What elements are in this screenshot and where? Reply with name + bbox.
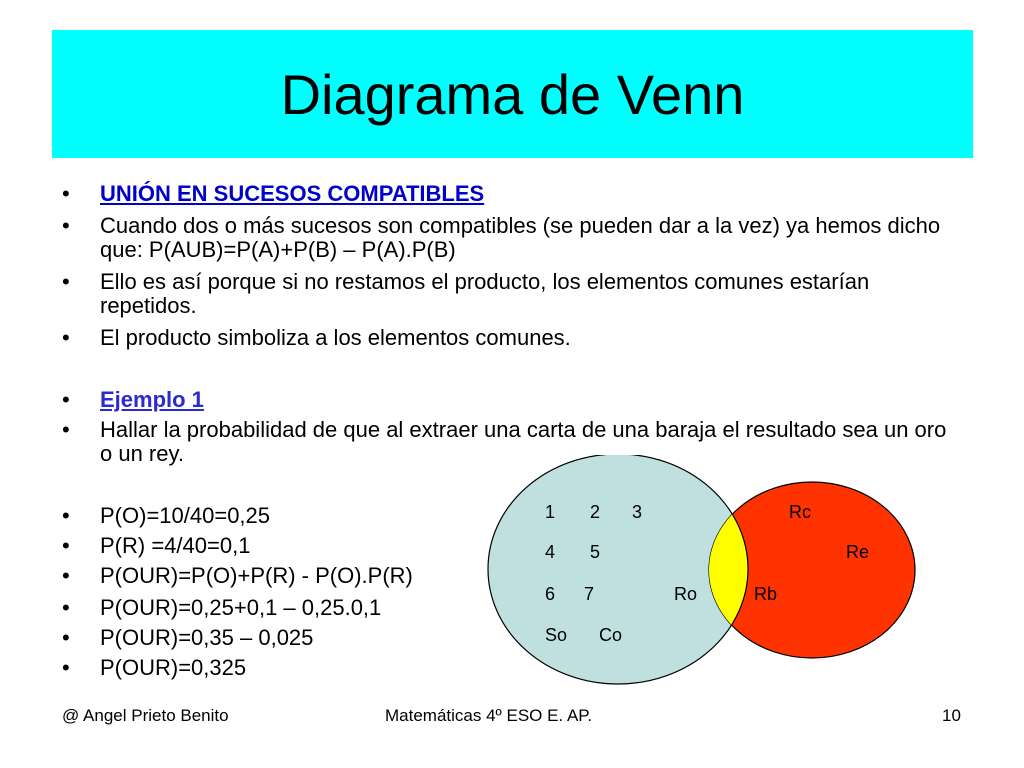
reyes-card-label: Rb [754, 584, 778, 604]
bullet-dot: • [62, 503, 70, 528]
bullet-dot: • [62, 213, 70, 238]
oros-card-label: 5 [590, 542, 601, 562]
bullet-dot: • [62, 269, 70, 294]
footer-course: Matemáticas 4º ESO E. AP. [385, 706, 593, 725]
formula-text: P(OUR)=P(O)+P(R) - P(O).P(R) [100, 563, 413, 588]
bullet-text: Cuando dos o más sucesos son compatibles (se pueden dar a la vez) ya hemos dicho que: P(AUB)=P(A)+P(B) – P(A).P(B) [100, 213, 941, 262]
slide-title: Diagrama de Venn [280, 62, 745, 126]
oros-card-label: 7 [584, 584, 595, 604]
bullet-dot: • [62, 533, 70, 558]
example-heading: Ejemplo 1 [100, 387, 204, 412]
venn-shapes [486, 455, 926, 695]
formula-text: P(R) =4/40=0,1 [100, 533, 251, 558]
bullet-text: Ello es así porque si no restamos el producto, los elementos comunes estarían repetidos. [100, 269, 870, 318]
oros-card-label: 1 [545, 502, 556, 522]
bullet-dot: • [62, 417, 70, 442]
bullet-text: El producto simboliza a los elementos comunes. [100, 325, 571, 350]
venn-diagram [486, 455, 926, 695]
footer-author: @ Angel Prieto Benito [62, 706, 229, 725]
bullet-dot: • [62, 325, 70, 350]
formula-text: P(OUR)=0,25+0,1 – 0,25.0,1 [100, 595, 382, 620]
reyes-card-label: Re [846, 542, 870, 562]
oros-card-label: 4 [545, 542, 556, 562]
bullet-dot: • [62, 625, 70, 650]
formula-text: P(OUR)=0,35 – 0,025 [100, 625, 314, 650]
reyes-card-label: Rc [789, 502, 811, 522]
oros-card-label: Co [599, 625, 623, 645]
intersection-card-label: Ro [674, 584, 698, 604]
section-heading: UNIÓN EN SUCESOS COMPATIBLES [100, 181, 485, 206]
oros-card-label: So [545, 625, 568, 645]
bullet-dot: • [62, 181, 70, 206]
formula-text: P(OUR)=0,325 [100, 655, 247, 680]
bullet-dot: • [62, 387, 70, 412]
footer-page-number: 10 [942, 706, 961, 725]
oros-card-label: 2 [590, 502, 601, 522]
oros-card-label: 3 [632, 502, 643, 522]
bullet-dot: • [62, 655, 70, 680]
bullet-dot: • [62, 595, 70, 620]
bullet-dot: • [62, 563, 70, 588]
oros-card-label: 6 [545, 584, 556, 604]
formula-text: P(O)=10/40=0,25 [100, 503, 271, 528]
bullet-text: Hallar la probabilidad de que al extraer una carta de una baraja el resultado sea un oro o un rey. [100, 417, 947, 466]
